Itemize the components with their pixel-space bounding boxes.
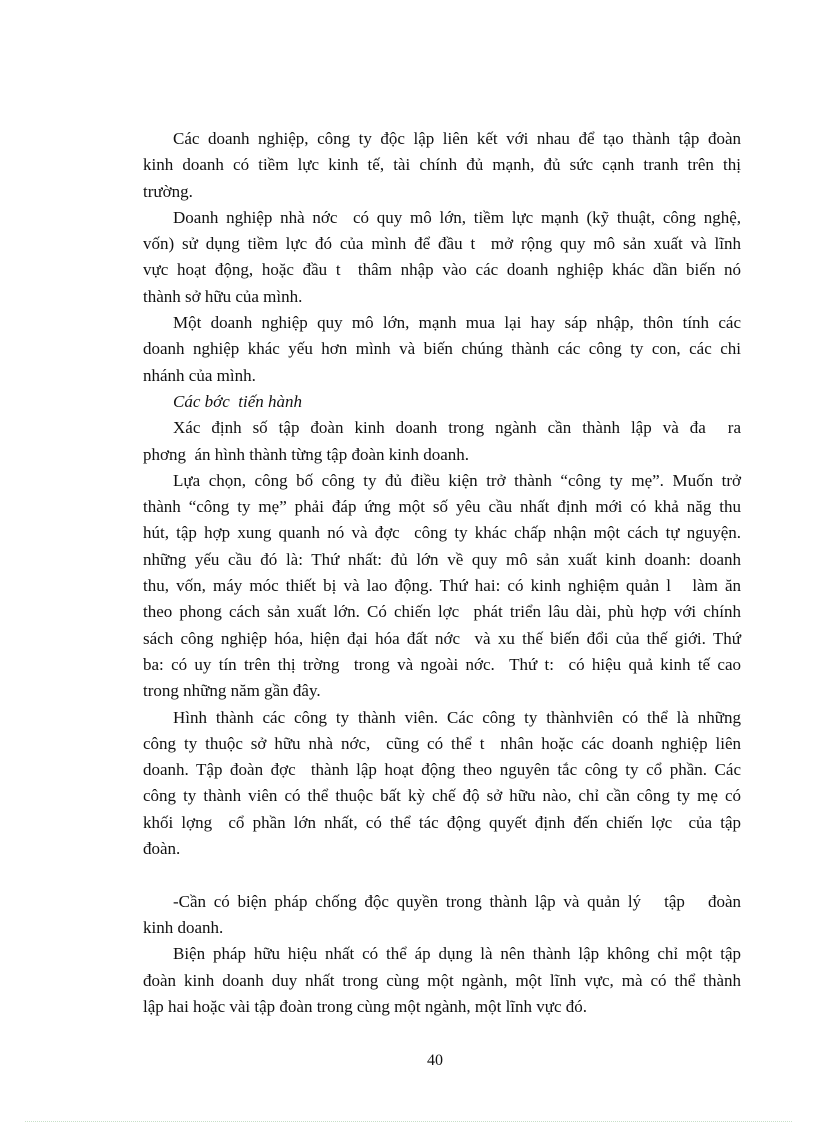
paragraph — [143, 126, 741, 205]
section-heading — [143, 389, 741, 415]
paragraph — [143, 468, 741, 705]
text-line: đoàn kinh doanh duy nhất trong cùng một ngành, một lĩnh vực, mà có thể thành — [143, 970, 741, 990]
paragraph — [143, 941, 741, 1020]
text-line: Xác định số tập đoàn kinh doanh trong ngành cần thành lập và đa ra — [173, 418, 741, 438]
text-line: hút, tập hợp xung quanh nó và đợc công ty khác chấp nhận một cách tự nguyện. — [143, 523, 741, 543]
text-line: theo phong cách sản xuất lớn. Có chiến lợc phát triển lâu dài, phù hợp với chính — [143, 602, 741, 622]
page-number: 40 — [427, 1052, 443, 1069]
paragraph — [143, 705, 741, 863]
paragraph — [143, 205, 741, 310]
text-line: -Cần có biện pháp chống độc quyền trong thành lập và quản lý tập đoàn — [173, 891, 741, 911]
text-line: Các doanh nghiệp, công ty độc lập liên kết với nhau để tạo thành tập đoàn — [173, 129, 741, 148]
text-line: trong những năm gần đây. — [143, 681, 321, 701]
text-line: kinh doanh có tiềm lực kinh tế, tài chính đủ mạnh, đủ sức cạnh tranh trên thị — [143, 155, 741, 175]
paragraph — [143, 310, 741, 389]
text-line: công ty thuộc sở hữu nhà nớc, cũng có thể t nhân hoặc các doanh nghiệp liên — [143, 733, 741, 753]
text-line: phơng án hình thành từng tập đoàn kinh doanh. — [143, 444, 470, 464]
text-line: doanh. Tập đoàn đợc thành lập hoạt động theo nguyên tắc công ty cổ phần. Các — [143, 760, 741, 780]
text-line: doanh nghiệp khác yếu hơn mình và biến chúng thành các công ty con, các chi — [143, 339, 741, 359]
text-line: đoàn. — [143, 839, 181, 859]
text-line: nhánh của mình. — [143, 365, 256, 385]
text-line: lập hai hoặc vài tập đoàn trong cùng một ngành, một lĩnh vực đó. — [143, 996, 588, 1016]
text-line: sách công nghiệp hóa, hiện đại hóa đất nớc và xu thế biến đổi của thế giới. Thứ — [143, 628, 741, 648]
text-line: khối lợng cổ phần lớn nhất, có thể tác động quyết định đến chiến lợc của tập — [143, 812, 741, 832]
text-line: ba: có uy tín trên thị trờng trong và ngoài nớc. Thứ t: có hiệu quả kinh tế cao — [143, 654, 741, 674]
text-line: trường. — [143, 181, 193, 201]
text-line: vực hoạt động, hoặc đầu t thâm nhập vào các doanh nghiệp khác dần biến nó — [143, 260, 741, 280]
text-line: Hình thành các công ty thành viên. Các công ty thànhviên có thể là những — [173, 707, 741, 727]
text-line: vốn) sử dụng tiềm lực đó của mình để đầu t mở rộng quy mô sản xuất và lĩnh — [143, 234, 741, 254]
text-line: Một doanh nghiệp quy mô lớn, mạnh mua lại hay sáp nhập, thôn tính các — [173, 313, 741, 333]
blank-line — [143, 862, 741, 888]
text-line: Biện pháp hữu hiệu nhất có thể áp dụng là nên thành lập không chỉ một tập — [173, 944, 741, 964]
text-line: thành sở hữu của mình. — [143, 286, 303, 306]
paragraph — [143, 415, 741, 468]
text-line: kinh doanh. — [143, 917, 224, 937]
text-line: thu, vốn, máy móc thiết bị và lao động. Thứ hai: có kinh nghiệm quản l làm ăn — [143, 576, 741, 596]
text-line: Các bớc tiến hành — [173, 391, 302, 411]
text-line: Doanh nghiệp nhà nớc có quy mô lớn, tiềm lực mạnh (kỹ thuật, công nghệ, — [173, 207, 741, 227]
text-line: công ty thành viên có thể thuộc bất kỳ chế độ sở hữu nào, chỉ cần công ty mẹ có — [143, 786, 741, 806]
text-line: Lựa chọn, công bố công ty đủ điều kiện trở thành “công ty mẹ”. Muốn trở — [173, 470, 741, 490]
paragraph — [143, 889, 741, 942]
text-line: những yếu cầu đó là: Thứ nhất: đủ lớn về quy mô sản xuất kinh doanh: doanh — [143, 549, 741, 569]
document-body — [143, 126, 741, 1020]
text-line: thành “công ty mẹ” phải đáp ứng một số yêu cầu nhất định mới có khả năg thu — [143, 497, 741, 517]
